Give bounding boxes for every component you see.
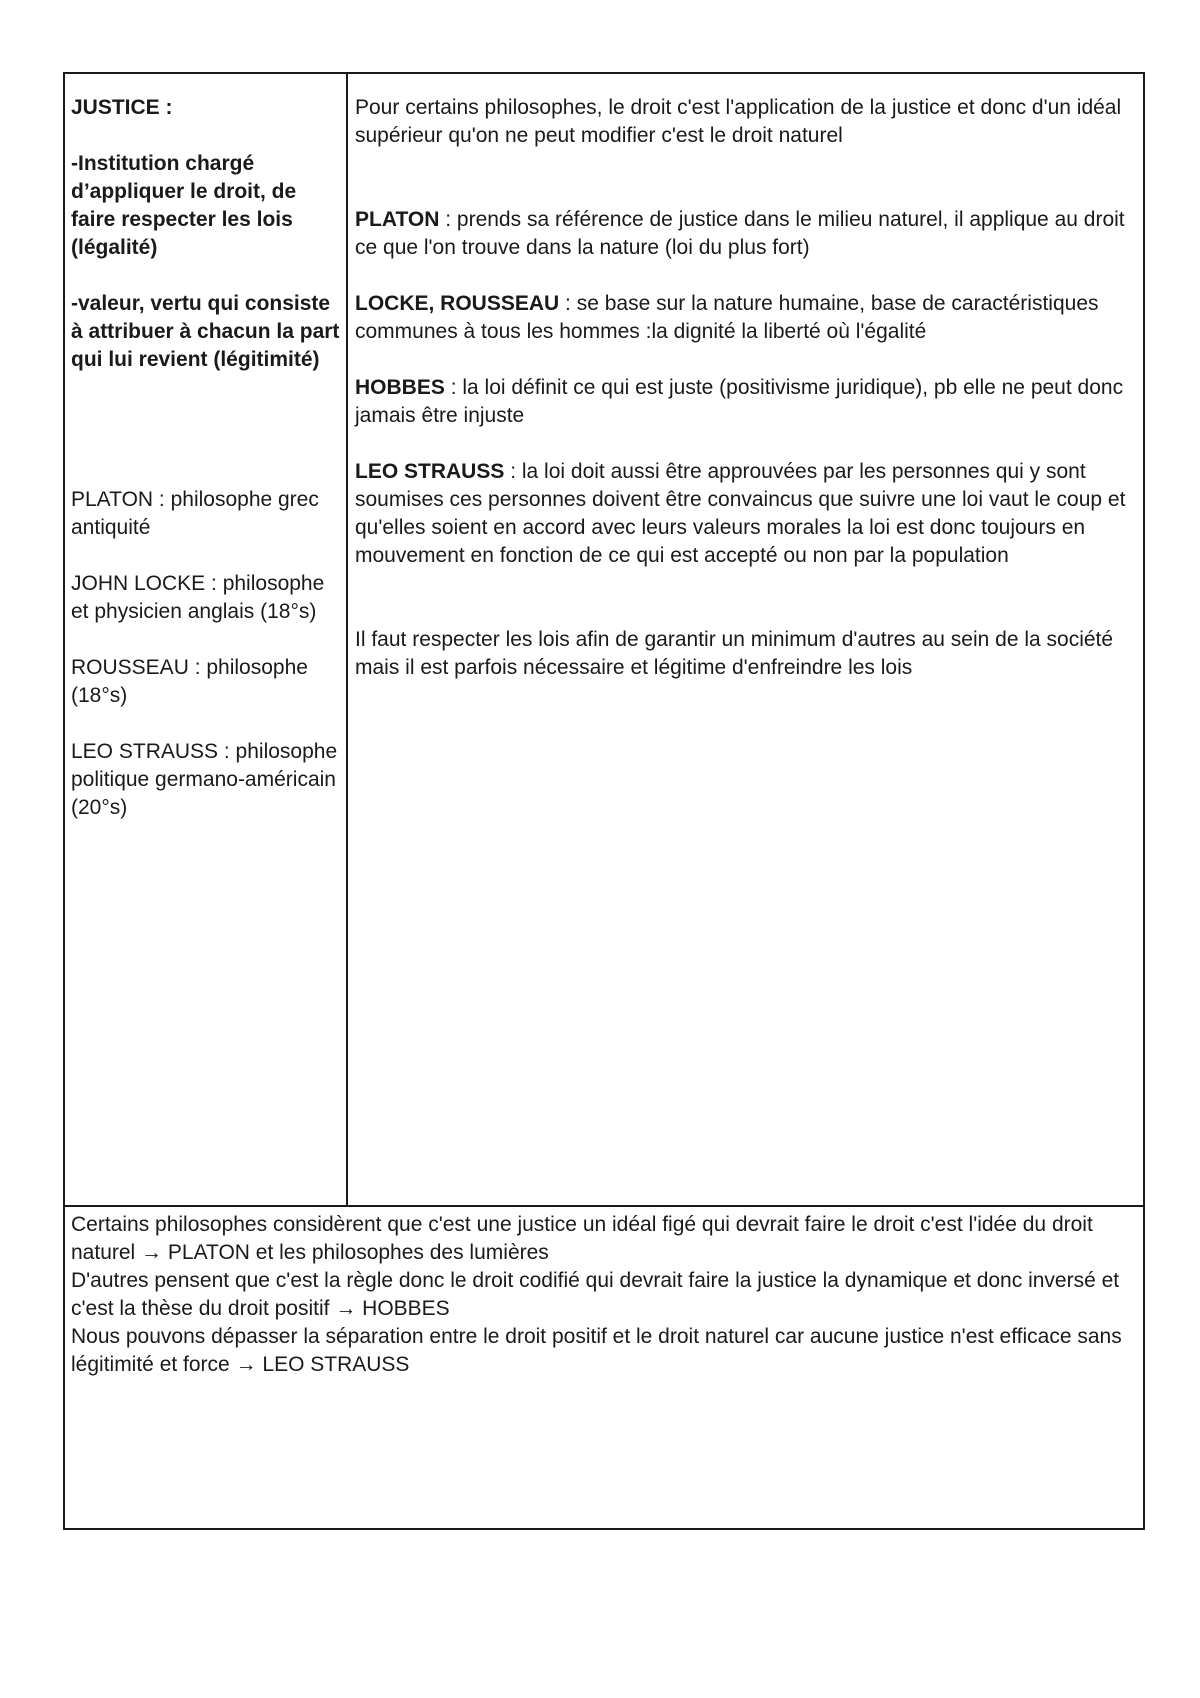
summary-section [65, 1205, 1143, 1528]
bio-platon: PLATON : philosophe grec antiquité [71, 488, 319, 539]
bio-rousseau: ROUSSEAU : philosophe (18°s) [71, 656, 308, 707]
entry-name: LOCKE, ROUSSEAU [355, 292, 560, 315]
summary-line: Certains philosophes considèrent que c'est une justice un idéal figé qui devrait faire le droit c'est l'idée du droit naturel → PLATON et les philosophes des lumières [71, 1213, 1093, 1264]
entry-name: LEO STRAUSS [355, 460, 505, 483]
justice-title: JUSTICE : [71, 96, 173, 119]
entry-name: HOBBES [355, 376, 445, 399]
entry-locke-rousseau [355, 290, 1137, 346]
entry-text: : prends sa référence de justice dans le milieu naturel, il applique au droit ce que l'on trouve dans la nature (loi du plus fort) [355, 208, 1125, 259]
conclusion-text: Il faut respecter les lois afin de garantir un minimum d'autres au sein de la société mais il est parfois nécessaire et légitime d'enfreindre les lois [355, 628, 1114, 679]
philosophers-column [348, 74, 1143, 1205]
entry-text: : se base sur la nature humaine, base de caractéristiques communes à tous les hommes :la dignité la liberté où l'égalité [355, 292, 1099, 343]
summary-line: D'autres pensent que c'est la règle donc le droit codifié qui devrait faire la justice la dynamique et donc inversé et c'est la thèse du droit positif → HOBBES [71, 1269, 1120, 1320]
definitions-column [65, 74, 348, 1205]
entry-text: : la loi définit ce qui est juste (positivisme juridique), pb elle ne peut donc jamais être injuste [355, 376, 1124, 427]
definition-legalite: -Institution chargé d’appliquer le droit, de faire respecter les lois (légalité) [71, 152, 297, 259]
entry-strauss [355, 458, 1137, 570]
notes-table [63, 72, 1145, 1530]
definition-legitimite: -valeur, vertu qui consiste à attribuer à chacun la part qui lui revient (légitimité) [71, 292, 340, 371]
bio-strauss: LEO STRAUSS : philosophe politique germano-américain (20°s) [71, 740, 338, 819]
entry-hobbes [355, 374, 1137, 430]
entry-text: : la loi doit aussi être approuvées par les personnes qui y sont soumises ces personnes doivent être convaincus que suivre une loi vaut le coup et qu'elles soient en accord avec leurs valeurs morales la loi est donc toujours en mouvement en fonction de ce qui est accepté ou non par la population [355, 460, 1126, 567]
summary-line: Nous pouvons dépasser la séparation entre le droit positif et le droit naturel car aucune justice n'est efficace sans légitimité et force → LEO STRAUSS [71, 1325, 1122, 1376]
entry-platon [355, 206, 1137, 262]
entry-name: PLATON [355, 208, 440, 231]
bio-locke: JOHN LOCKE : philosophe et physicien anglais (18°s) [71, 572, 325, 623]
intro-text: Pour certains philosophes, le droit c'est l'application de la justice et donc d'un idéal supérieur qu'on ne peut modifier c'est le droit naturel [355, 96, 1122, 147]
